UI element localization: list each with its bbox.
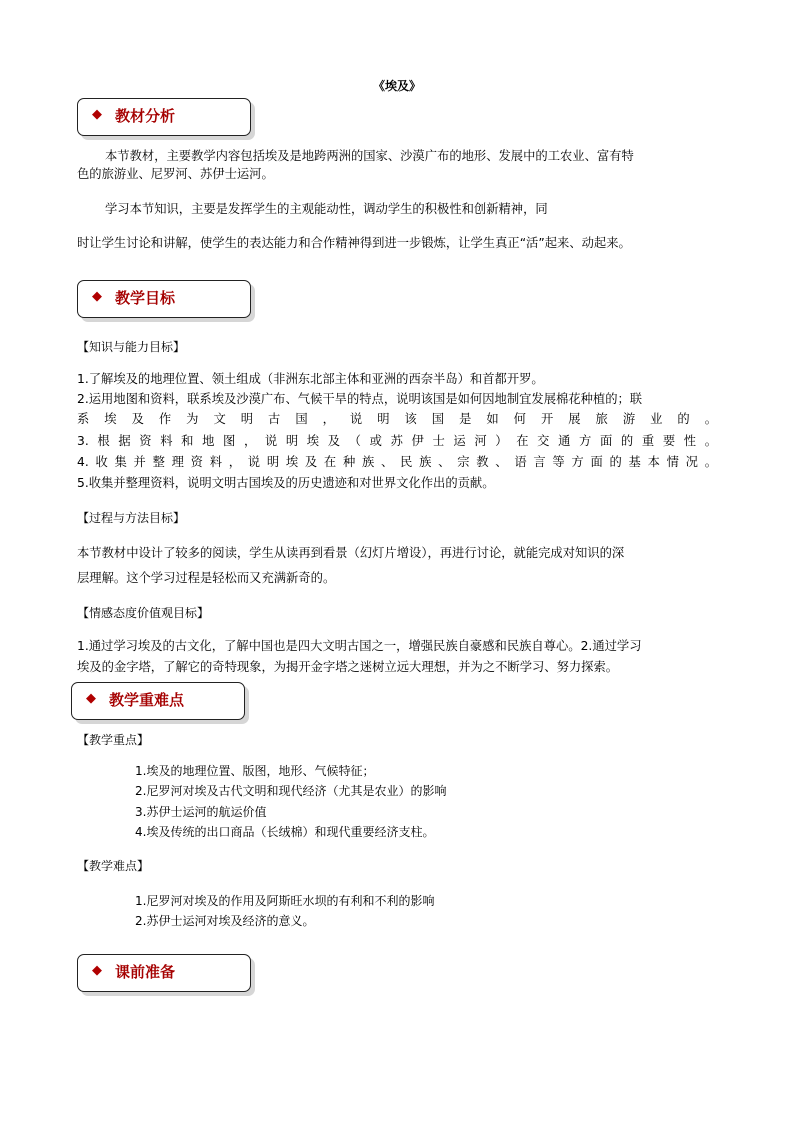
diamond-icon: ◆ [92, 107, 102, 122]
teaching-focus-label: 【教学重点】 [77, 733, 150, 747]
diamond-icon: ◆ [86, 691, 96, 706]
teaching-focus-item-2: 2.尼罗河对埃及古代文明和现代经济（尤其是农业）的影响 [135, 784, 447, 798]
emotion-goal-line-2: 埃及的金字塔，了解它的奇特现象，为揭开金字塔之迷树立远大理想，并为之不断学习、努力探索。 [77, 660, 619, 674]
process-goals-label: 【过程与方法目标】 [77, 511, 186, 525]
teaching-difficulty-label: 【教学难点】 [77, 859, 150, 873]
diamond-icon: ◆ [92, 289, 102, 304]
analysis-paragraph-1-line-1: 本节教材，主要教学内容包括埃及是地跨两洲的国家、沙漠广布的地形、发展中的工农业、富有特 [105, 149, 634, 163]
knowledge-goal-1: 1.了解埃及的地理位置、领土组成（非洲东北部主体和亚洲的西奈半岛）和首都开罗。 [77, 372, 544, 386]
teaching-focus-item-3: 3.苏伊士运河的航运价值 [135, 805, 267, 819]
analysis-paragraph-2-line-1: 学习本节知识，主要是发挥学生的主观能动性，调动学生的积极性和创新精神，同 [105, 202, 548, 216]
section-heading-text: 教学重难点 [109, 691, 185, 709]
section-heading-text: 教学目标 [115, 289, 176, 307]
section-heading-goals [77, 280, 251, 318]
section-heading-preparation [77, 954, 251, 992]
emotion-goals-label: 【情感态度价值观目标】 [77, 606, 210, 620]
process-goal-line-1: 本节教材中设计了较多的阅读，学生从读再到看景（幻灯片增设），再进行讨论，就能完成对知识的深 [77, 546, 625, 560]
diamond-icon: ◆ [92, 963, 102, 978]
emotion-goal-line-1: 1.通过学习埃及的古文化，了解中国也是四大文明古国之一，增强民族自豪感和民族自尊心。2.通过学习 [77, 639, 642, 653]
knowledge-goal-5: 5.收集并整理资料，说明文明古国埃及的历史遗迹和对世界文化作出的贡献。 [77, 476, 495, 490]
teaching-focus-item-4: 4.埃及传统的出口商品（长绒棉）和现代重要经济支柱。 [135, 825, 435, 839]
section-heading-text: 课前准备 [115, 963, 176, 981]
process-goal-line-2: 层理解。这个学习过程是轻松而又充满新奇的。 [77, 571, 336, 585]
teaching-difficulty-item-2: 2.苏伊士运河对埃及经济的意义。 [135, 914, 315, 928]
section-heading-text: 教材分析 [115, 107, 176, 125]
teaching-focus-item-1: 1.埃及的地理位置、版图，地形、气候特征； [135, 764, 375, 778]
knowledge-goals-label: 【知识与能力目标】 [77, 340, 186, 354]
document-title: 《埃及》 [372, 79, 421, 93]
knowledge-goal-2-line-1: 2.运用地图和资料，联系埃及沙漠广布、气候干旱的特点，说明该国是如何因地制宜发展棉花种植的；联 [77, 392, 643, 406]
section-heading-keypoints [71, 682, 245, 720]
analysis-paragraph-2-line-2: 时让学生讨论和讲解，使学生的表达能力和合作精神得到进一步锻炼，让学生真正“活”起来、动起来。 [77, 236, 631, 250]
section-heading-analysis [77, 98, 251, 136]
knowledge-goal-4: 4.收集并整理资料，说明埃及在种族、民族、宗教、语言等方面的基本情况。 [77, 455, 717, 469]
teaching-difficulty-item-1: 1.尼罗河对埃及的作用及阿斯旺水坝的有利和不利的影响 [135, 894, 435, 908]
analysis-paragraph-1-line-2: 色的旅游业、尼罗河、苏伊士运河。 [77, 167, 274, 181]
knowledge-goal-2-line-2: 系埃及作为文明古国，说明该国是如何开展旅游业的。 [77, 412, 717, 426]
knowledge-goal-3: 3.根据资料和地图，说明埃及（或苏伊士运河）在交通方面的重要性。 [77, 434, 717, 448]
